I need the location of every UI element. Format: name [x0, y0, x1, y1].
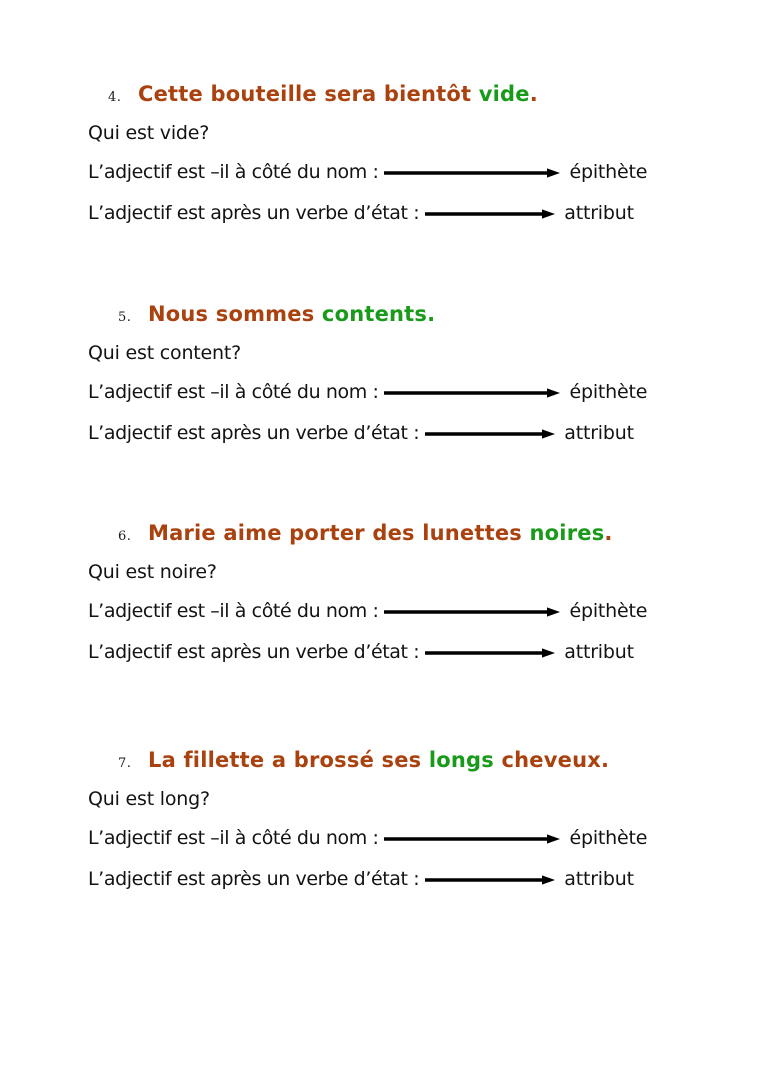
exercise-block — [0, 748, 768, 890]
rule-answer: attribut — [564, 422, 634, 444]
rule-row — [0, 161, 768, 183]
sentence-segment-brown: . — [529, 82, 538, 106]
rule-row — [0, 641, 768, 663]
rule-row — [0, 381, 768, 403]
arrow-right-icon — [425, 873, 555, 887]
arrow-right-icon — [425, 207, 555, 221]
arrow-right-icon — [384, 605, 560, 619]
exercise-sentence — [148, 521, 613, 545]
rule-text: L’adjectif est –il à côté du nom : — [88, 600, 379, 622]
exercise-block — [0, 302, 768, 444]
exercise-question: Qui est vide? — [88, 122, 210, 144]
exercise-sentence — [148, 302, 435, 326]
sentence-segment-brown: Cette bouteille sera bientôt — [138, 82, 479, 106]
arrow-right-icon — [384, 832, 560, 846]
exercise-sentence — [148, 748, 609, 772]
exercise-question: Qui est noire? — [88, 561, 217, 583]
arrow-right-icon — [384, 166, 560, 180]
rule-row — [0, 202, 768, 224]
rule-text: L’adjectif est après un verbe d’état : — [88, 641, 420, 663]
exercise-heading — [0, 302, 768, 326]
exercise-question: Qui est content? — [88, 342, 242, 364]
exercise-block — [0, 82, 768, 224]
sentence-segment-green: . — [427, 302, 436, 326]
sentence-segment-brown: cheveux. — [493, 748, 610, 772]
sentence-segment-green: noires — [529, 521, 605, 545]
rule-answer: épithète — [569, 161, 648, 183]
rule-answer: attribut — [564, 641, 634, 663]
rule-row — [0, 422, 768, 444]
arrow-right-icon — [384, 386, 560, 400]
sentence-segment-green: contents — [321, 302, 428, 326]
exercise-block — [0, 521, 768, 663]
exercise-heading — [0, 82, 768, 106]
rule-row — [0, 868, 768, 890]
rule-answer: attribut — [564, 202, 634, 224]
exercise-number: 7. — [118, 756, 132, 771]
rule-text: L’adjectif est –il à côté du nom : — [88, 161, 379, 183]
sentence-segment-brown: La fillette a brossé ses — [148, 748, 429, 772]
rule-text: L’adjectif est –il à côté du nom : — [88, 827, 379, 849]
rule-row — [0, 600, 768, 622]
rule-text: L’adjectif est après un verbe d’état : — [88, 868, 420, 890]
arrow-right-icon — [425, 646, 555, 660]
rule-answer: attribut — [564, 868, 634, 890]
exercise-heading — [0, 748, 768, 772]
rule-text: L’adjectif est après un verbe d’état : — [88, 202, 420, 224]
exercise-number: 6. — [118, 529, 132, 544]
sentence-segment-green: longs — [428, 748, 494, 772]
exercise-sentence — [138, 82, 538, 106]
exercise-number: 4. — [108, 90, 122, 105]
rule-answer: épithète — [569, 827, 648, 849]
rule-answer: épithète — [569, 600, 648, 622]
sentence-segment-brown: Nous sommes — [148, 302, 322, 326]
rule-text: L’adjectif est –il à côté du nom : — [88, 381, 379, 403]
sentence-segment-green: vide — [478, 82, 530, 106]
sentence-segment-brown: Marie aime porter des lunettes — [148, 521, 530, 545]
rule-row — [0, 827, 768, 849]
sentence-segment-brown: . — [604, 521, 613, 545]
exercise-heading — [0, 521, 768, 545]
exercise-number: 5. — [118, 310, 132, 325]
rule-answer: épithète — [569, 381, 648, 403]
arrow-right-icon — [425, 427, 555, 441]
rule-text: L’adjectif est après un verbe d’état : — [88, 422, 420, 444]
exercise-question: Qui est long? — [88, 788, 210, 810]
